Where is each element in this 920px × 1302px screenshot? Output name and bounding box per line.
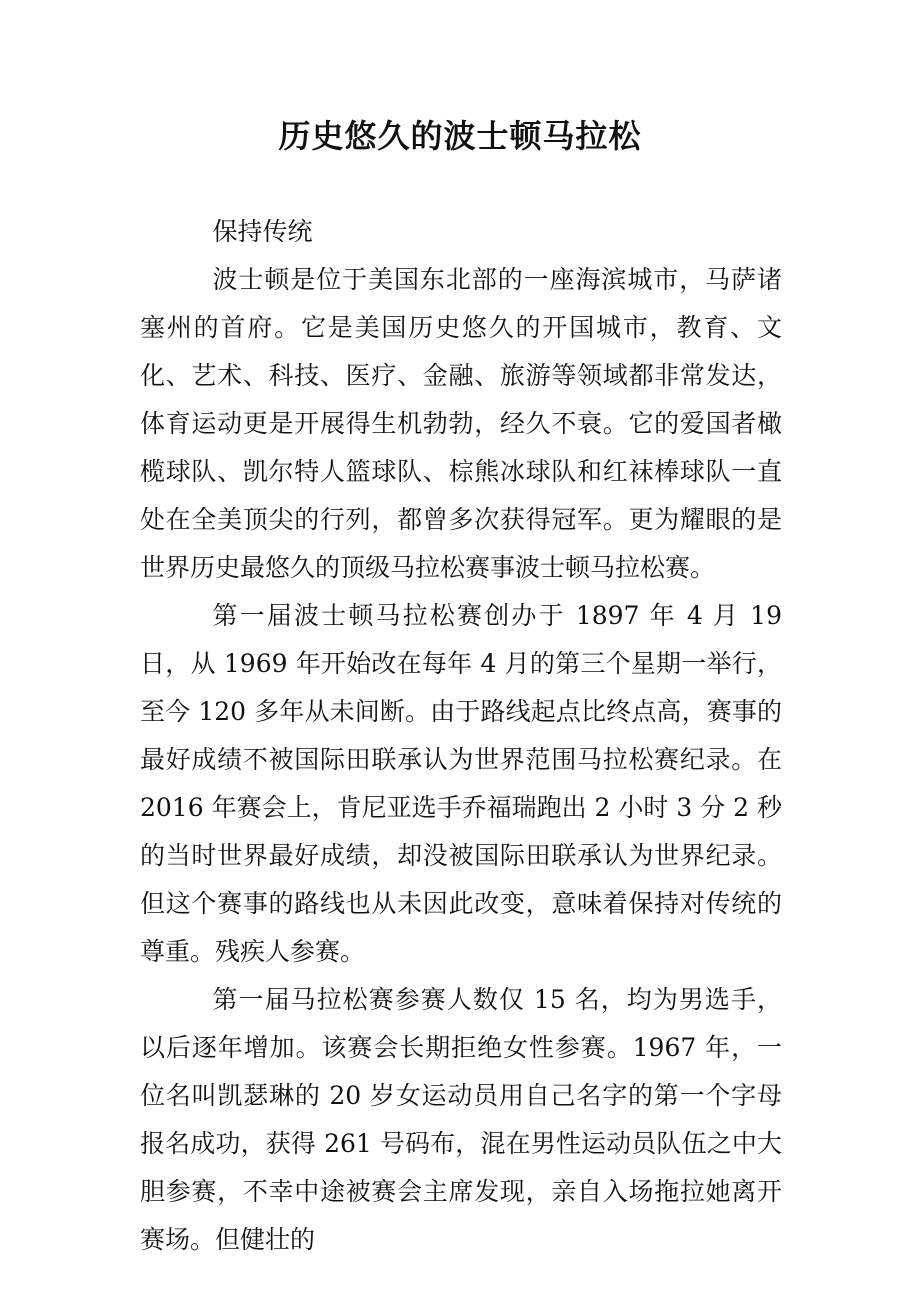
document-title: 历史悠久的波士顿马拉松 bbox=[278, 117, 642, 155]
paragraph: 第一届马拉松赛参赛人数仅 15 名，均为男选手，以后逐年增加。该赛会长期拒绝女性参赛。1967 年，一位名叫凯瑟琳的 20 岁女运动员用自己名字的第一个字母报名成功，获得 261 号码布，混在男性运动员队伍之中大胆参赛，不幸中途被赛会主席发现，亲自入场拖拉她离开赛场。但健壮的 bbox=[140, 985, 782, 1254]
paragraph: 波士顿是位于美国东北部的一座海滨城市，马萨诸塞州的首府。它是美国历史悠久的开国城市，教育、文化、艺术、科技、医疗、金融、旅游等领域都非常发达，体育运动更是开展得生机勃勃，经久不衰。它的爱国者橄榄球队、凯尔特人篮球队、棕熊冰球队和红袜棒球队一直处在全美顶尖的行列，都曾多次获得冠军。更为耀眼的是世界历史最悠久的顶级马拉松赛事波士顿马拉松赛。 bbox=[140, 265, 782, 582]
document-body bbox=[140, 208, 782, 1264]
paragraph: 第一届波士顿马拉松赛创办于 1897 年 4 月 19 日，从 1969 年开始改在每年 4 月的第三个星期一举行，至今 120 多年从未间断。由于路线起点比终点高，赛事的最好成绩不被国际田联承认为世界范围马拉松赛纪录。在 2016 年赛会上，肯尼亚选手乔福瑞跑出 2 小时 3 分 2 秒的当时世界最好成绩，却没被国际田联承认为世界纪录。但这个赛事的路线也从未因此改变，意味着保持对传统的尊重。残疾人参赛。 bbox=[140, 601, 782, 966]
section-heading: 保持传统 bbox=[212, 217, 313, 246]
